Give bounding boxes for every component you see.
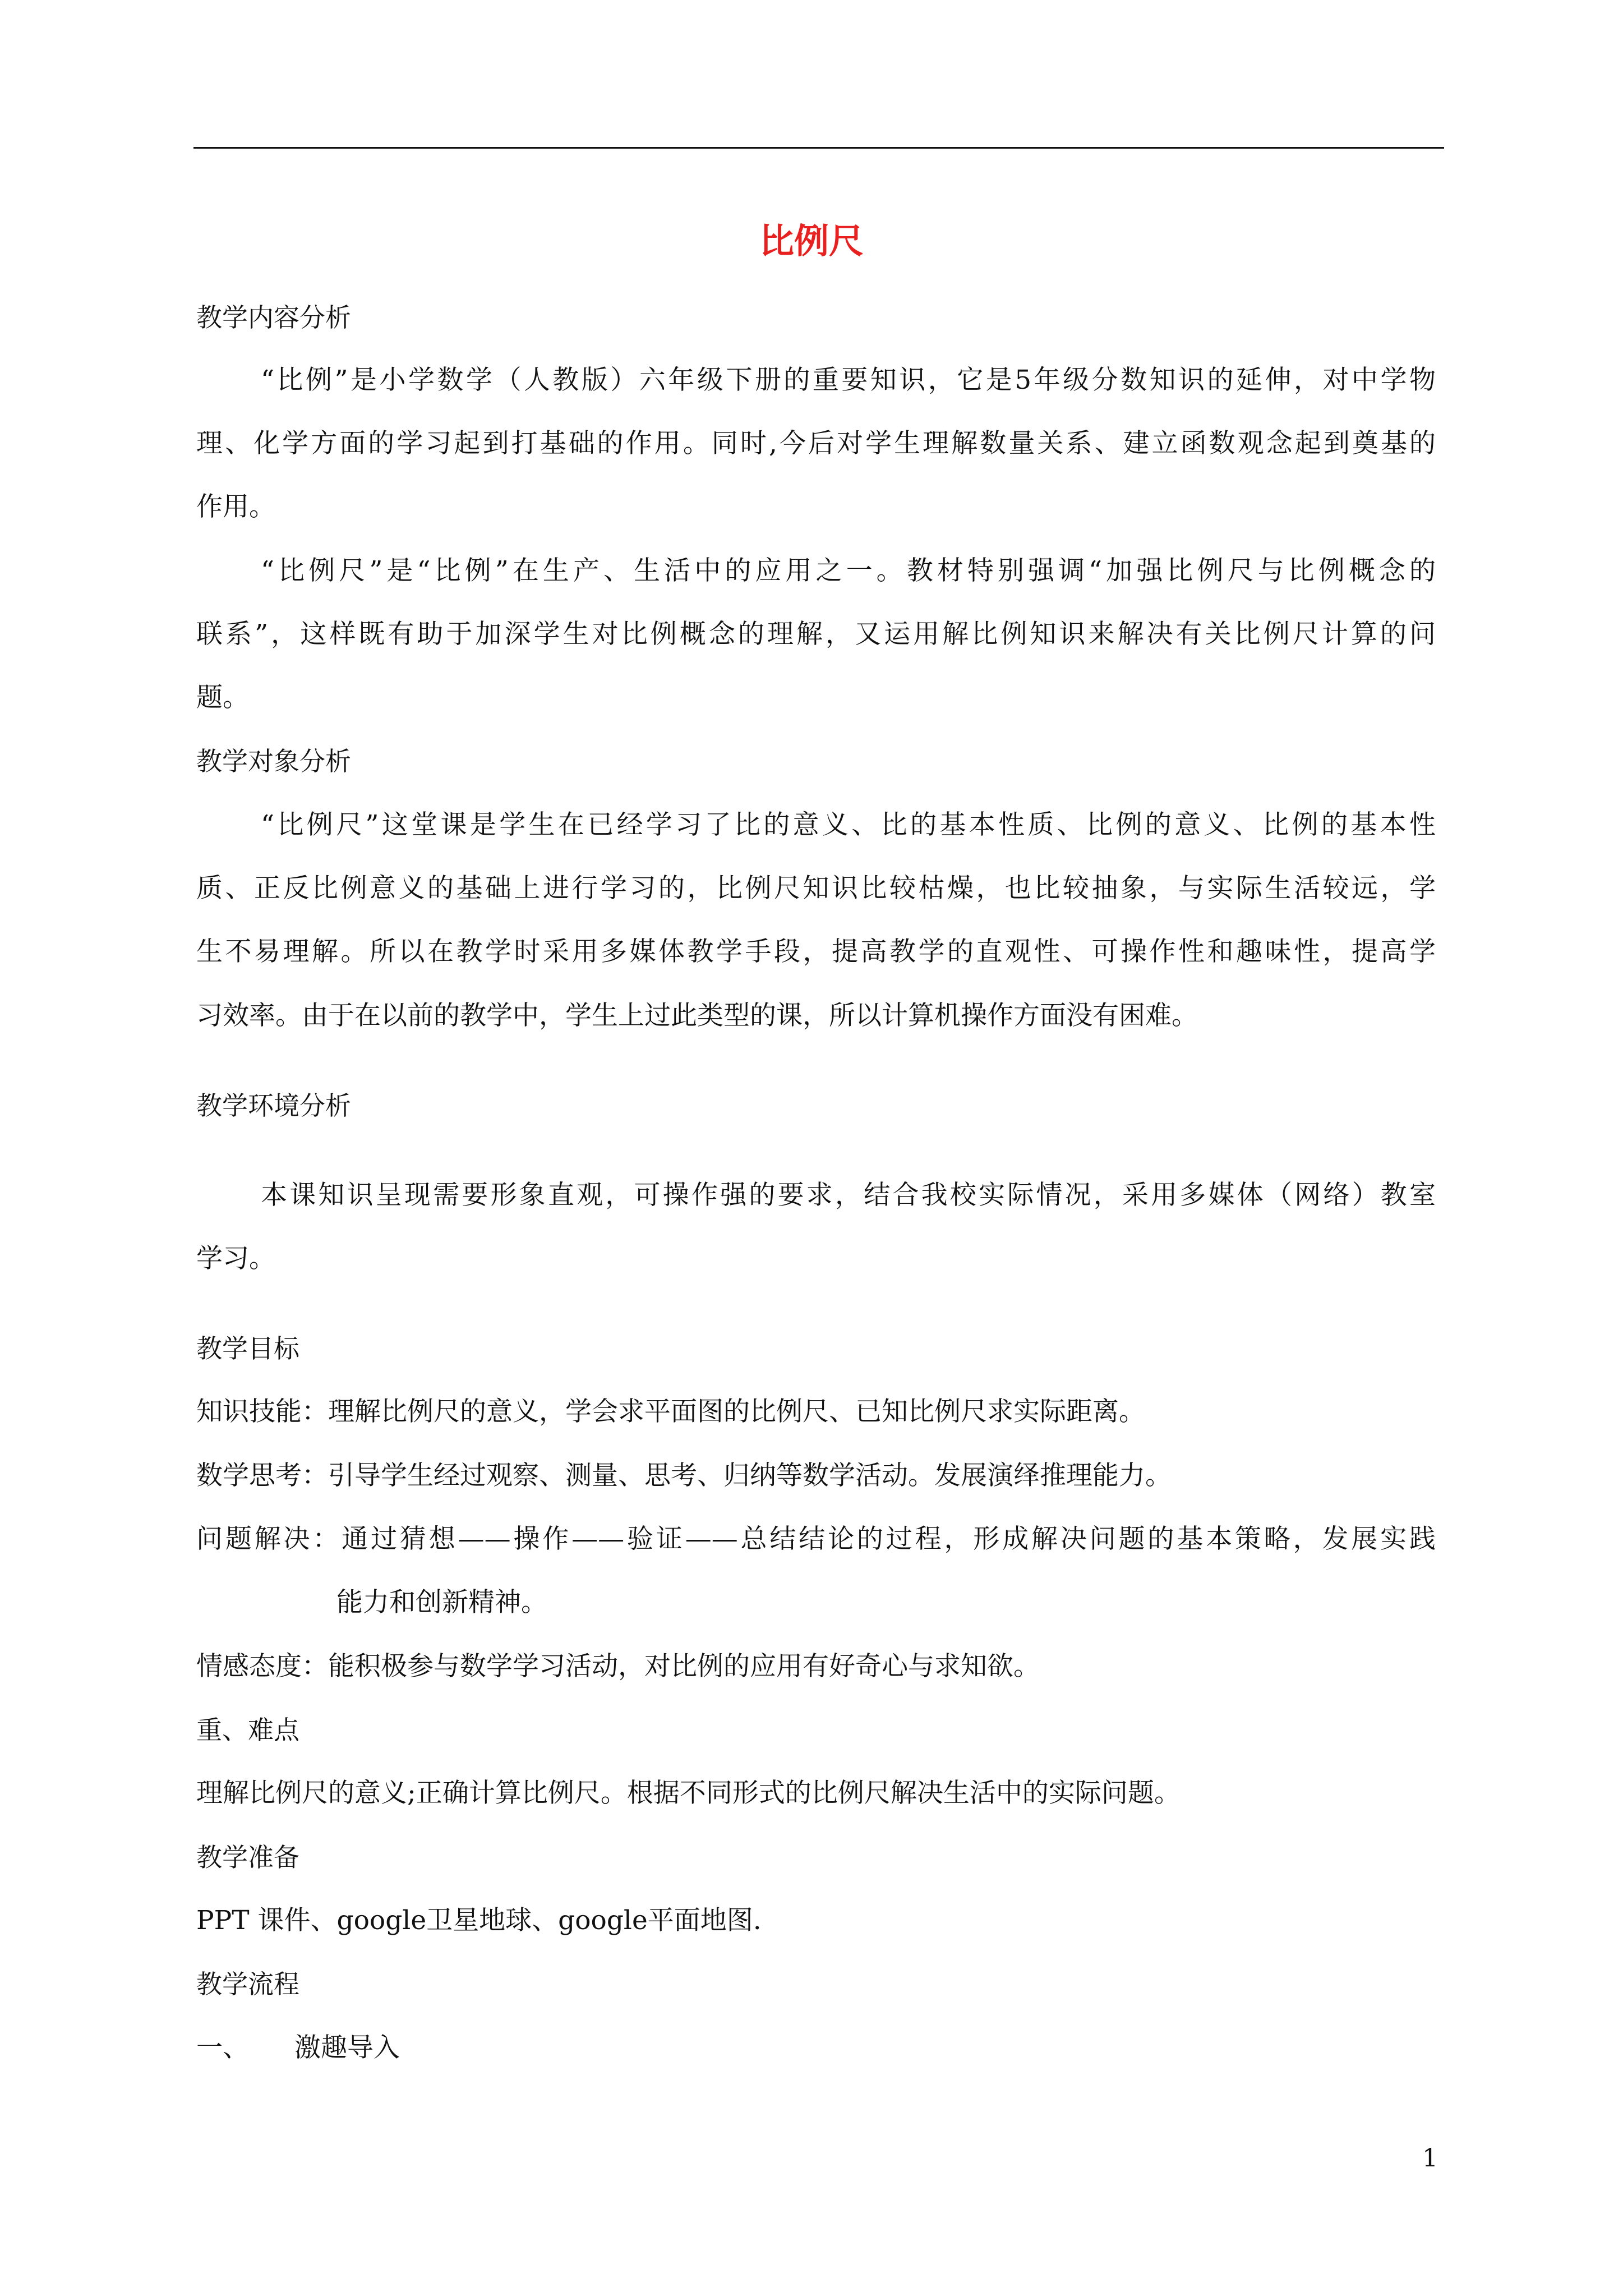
- section-heading-environment: 教学环境分析: [196, 1091, 351, 1121]
- header-rule: [193, 147, 1444, 149]
- list-item-text: 激趣导入: [294, 2032, 400, 2063]
- paragraph-line: 理解比例尺的意义;正确计算比例尺。根据不同形式的比例尺解决生活中的实际问题。: [196, 1778, 1181, 1809]
- goal-item-problem-solving: 问题解决：通过猜想——操作——验证——总结结论的过程，形成解决问题的基本策略，发展实践: [196, 1524, 1436, 1554]
- paragraph-line: 质、正反比例意义的基础上进行学习的，比例尺知识比较枯燥，也比较抽象，与实际生活较远，学: [196, 873, 1436, 904]
- section-heading-object: 教学对象分析: [196, 746, 351, 776]
- document-title: 比例尺: [759, 220, 864, 261]
- goal-item-thinking: 数学思考：引导学生经过观察、测量、思考、归纳等数学活动。发展演绎推理能力。: [196, 1460, 1172, 1491]
- goal-item-knowledge: 知识技能：理解比例尺的意义，学会求平面图的比例尺、已知比例尺求实际距离。: [196, 1396, 1145, 1427]
- section-heading-content: 教学内容分析: [196, 302, 351, 333]
- page-number: 1: [1422, 2144, 1438, 2173]
- paragraph-line: 生不易理解。所以在教学时采用多媒体教学手段，提高教学的直观性、可操作性和趣味性，提高学: [196, 936, 1436, 967]
- paragraph-line: 联系”，这样既有助于加深学生对比例概念的理解，又运用解比例知识来解决有关比例尺计算的问: [196, 619, 1436, 650]
- section-heading-goals: 教学目标: [196, 1333, 299, 1364]
- paragraph-line: 理、化学方面的学习起到打基础的作用。同时,今后对学生理解数量关系、建立函数观念起到奠基的: [196, 428, 1436, 459]
- goal-item-problem-solving-cont: 能力和创新精神。: [336, 1587, 547, 1618]
- section-heading-key-points: 重、难点: [196, 1715, 299, 1745]
- section-heading-flow: 教学流程: [196, 1969, 299, 1999]
- paragraph-line: 作用。: [196, 491, 275, 522]
- paragraph-line: “比例尺”是“比例”在生产、生活中的应用之一。教材特别强调“加强比例尺与比例概念的: [261, 555, 1436, 586]
- goal-item-attitude: 情感态度：能积极参与数学学习活动，对比例的应用有好奇心与求知欲。: [196, 1651, 1040, 1682]
- section-heading-preparation: 教学准备: [196, 1842, 299, 1872]
- paragraph-line: 题。: [196, 682, 249, 713]
- paragraph-line: PPT 课件、google卫星地球、google平面地图.: [196, 1905, 762, 1936]
- paragraph-line: 本课知识呈现需要形象直观，可操作强的要求，结合我校实际情况，采用多媒体（网络）教室: [261, 1180, 1436, 1211]
- list-item-number: 一、: [196, 2032, 249, 2063]
- paragraph-line: “比例”是小学数学（人教版）六年级下册的重要知识，它是5年级分数知识的延伸，对中学物: [261, 365, 1436, 395]
- paragraph-line: 学习。: [196, 1243, 275, 1274]
- paragraph-line: 习效率。由于在以前的教学中，学生上过此类型的课，所以计算机操作方面没有困难。: [196, 1000, 1198, 1031]
- paragraph-line: “比例尺”这堂课是学生在已经学习了比的意义、比的基本性质、比例的意义、比例的基本性: [261, 809, 1436, 840]
